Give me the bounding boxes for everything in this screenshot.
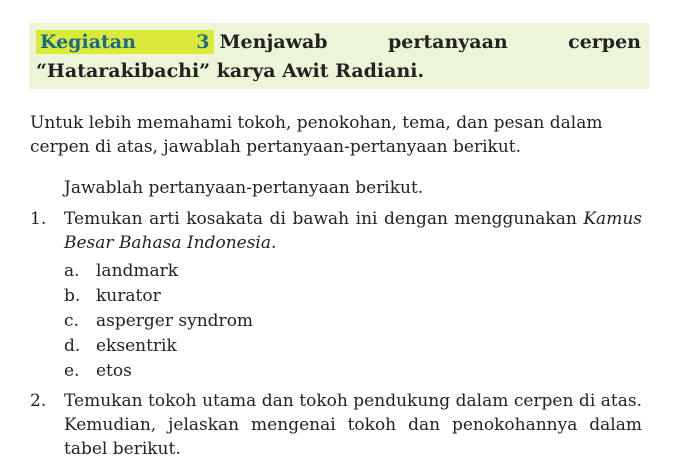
question-text-part: Temukan arti kosakata di bawah ini dengan menggunakan — [64, 209, 584, 229]
question-number: 2. — [30, 391, 47, 411]
option-text: landmark — [96, 261, 179, 281]
option-letter: e. — [64, 361, 80, 381]
question-1 — [30, 207, 642, 255]
question-2 — [30, 389, 642, 461]
option-text: kurator — [96, 286, 161, 306]
option-letter: d. — [64, 336, 81, 356]
option-letter: b. — [64, 286, 81, 306]
instruction-text: Jawablah pertanyaan-pertanyaan berikut. — [64, 178, 424, 198]
option-item — [64, 309, 253, 333]
activity-badge: Kegiatan 3 — [36, 30, 214, 54]
option-item — [64, 284, 161, 308]
option-letter: c. — [64, 311, 79, 331]
question-text-end: . — [271, 233, 277, 253]
question-text — [64, 207, 642, 255]
dictionary-title: Kamus Besar Bahasa Indonesia — [64, 209, 642, 253]
option-item — [64, 334, 177, 358]
question-text: Temukan tokoh utama dan tokoh pendukung dalam cerpen di atas. Kemudian, jelaskan mengenai tokoh dan penokohannya dalam tabel berikut. — [64, 391, 642, 459]
intro-paragraph: Untuk lebih memahami tokoh, penokohan, tema, dan pesan dalam cerpen di atas, jawablah pertanyaan-pertanyaan berikut. — [30, 113, 603, 157]
activity-title-text: Menjawab pertanyaan cerpen “Hatarakibachi” karya Awit Radiani. — [36, 31, 641, 82]
activity-title — [36, 28, 641, 86]
question-number: 1. — [30, 209, 47, 229]
option-item — [64, 359, 132, 383]
option-letter: a. — [64, 261, 80, 281]
option-text: asperger syndrom — [96, 311, 254, 331]
option-text: eksentrik — [96, 336, 177, 356]
option-text: etos — [96, 361, 132, 381]
option-item — [64, 259, 178, 283]
